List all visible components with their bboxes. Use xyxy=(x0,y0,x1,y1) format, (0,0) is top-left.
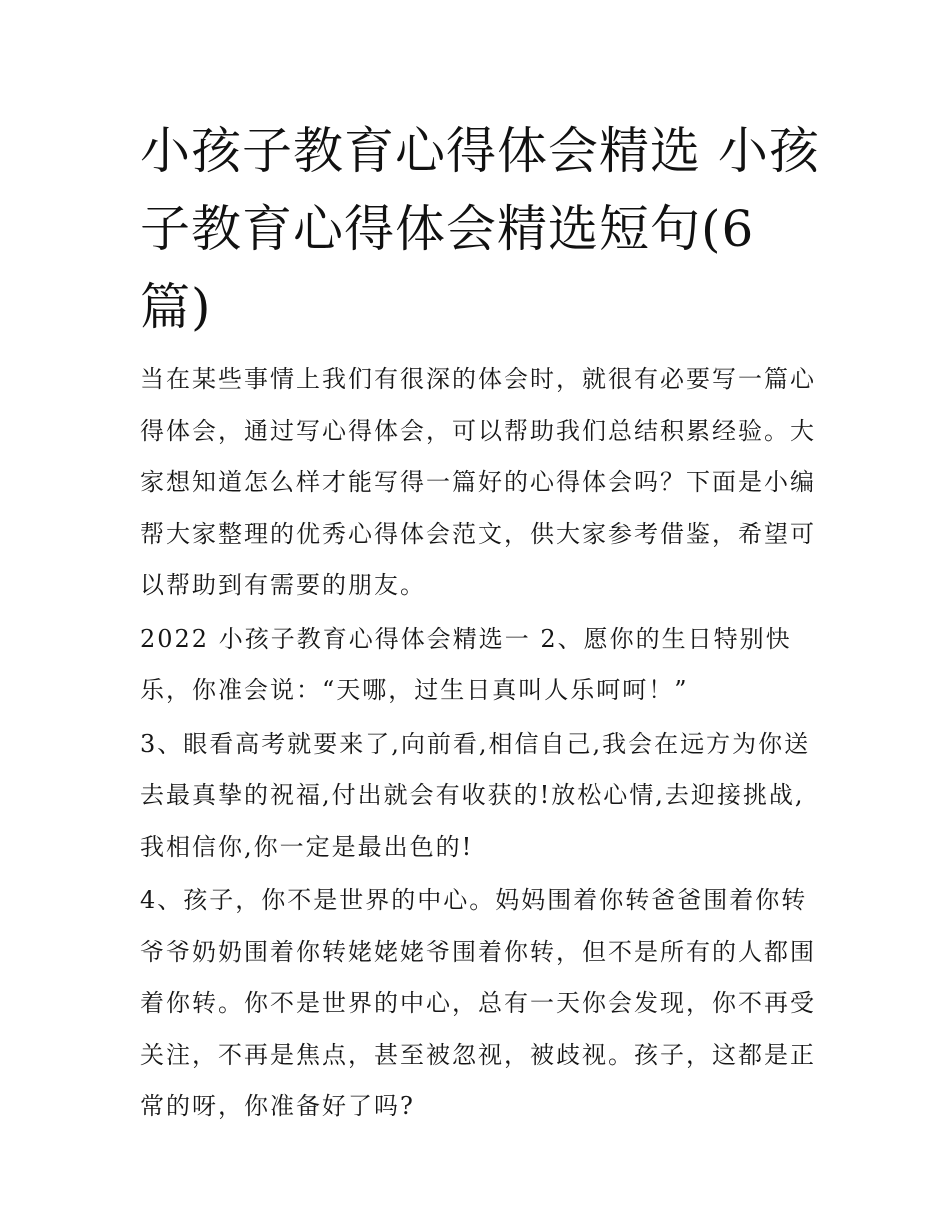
document-title: 小孩子教育心得体会精选 小孩子教育心得体会精选短句(6篇) xyxy=(140,122,820,336)
document-body xyxy=(140,354,820,1135)
paragraph-item-4: 4、孩子，你不是世界的中心。妈妈围着你转爸爸围着你转爷爷奶奶围着你转姥姥姥爷围着你转，但不是所有的人都围着你转。你不是世界的中心，总有一天你会发现，你不再受关注，不再是焦点，甚至被忽视，被歧视。孩子，这都是正常的呀，你准备好了吗? xyxy=(140,886,816,1120)
paragraph-item-3: 3、眼看高考就要来了,向前看,相信自己,我会在远方为你送去最真挚的祝福,付出就会有收获的!放松心情,去迎接挑战,我相信你,你一定是最出色的! xyxy=(140,729,811,861)
paragraph-item-2: 2022 小孩子教育心得体会精选一 2、愿你的生日特别快乐，你准会说：“天哪，过生日真叫人乐呵呵！” xyxy=(140,624,792,704)
paragraph-intro: 当在某些事情上我们有很深的体会时，就很有必要写一篇心得体会，通过写心得体会，可以帮助我们总结积累经验。大家想知道怎么样才能写得一篇好的心得体会吗？下面是小编帮大家整理的优秀心得体会范文，供大家参考借鉴，希望可以帮助到有需要的朋友。 xyxy=(140,365,816,599)
